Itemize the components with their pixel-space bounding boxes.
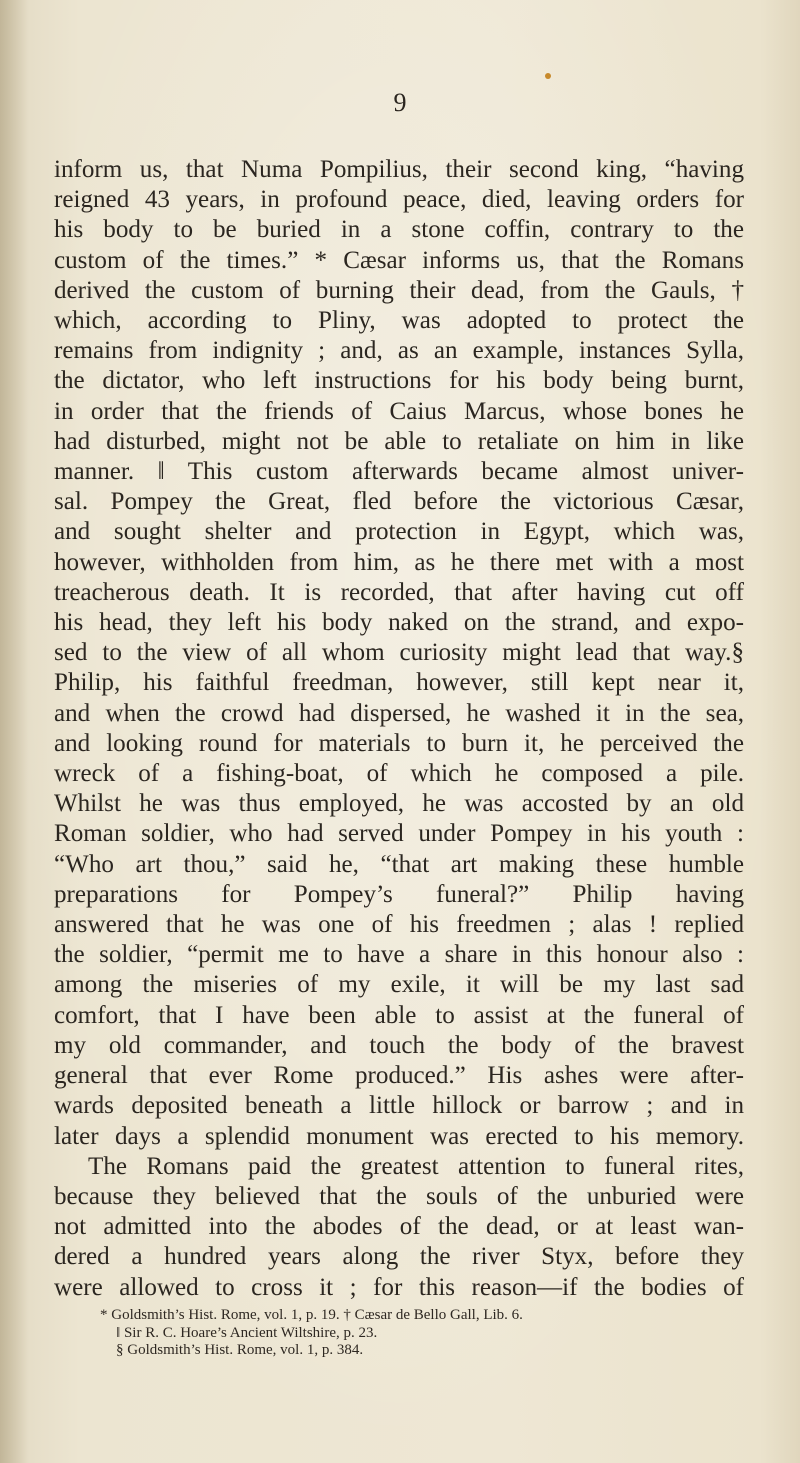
text-line: and sought shelter and protection in Egypt, which was, bbox=[54, 518, 744, 546]
text-line: treacherous death. It is recorded, that after having cut off bbox=[54, 578, 744, 606]
text-line: Philip, his faithful freedman, however, still kept near it, bbox=[54, 669, 744, 697]
footnotes bbox=[100, 1307, 740, 1360]
text-line: The Romans paid the greatest attention to funeral rites, bbox=[88, 1152, 744, 1180]
text-line: later days a splendid monument was erected to his memory. bbox=[54, 1122, 744, 1150]
text-line: comfort, that I have been able to assist at the funeral of bbox=[54, 1001, 744, 1029]
footnote: * Goldsmith’s Hist. Rome, vol. 1, p. 19. † Cæsar de Bello Gall, Lib. 6. bbox=[100, 1307, 523, 1323]
page-number: 9 bbox=[393, 88, 407, 117]
text-line: not admitted into the abodes of the dead, or at least wan- bbox=[54, 1213, 744, 1241]
text-line: had disturbed, might not be able to retaliate on him in like bbox=[54, 427, 744, 455]
text-line: wreck of a fishing-boat, of which he composed a pile. bbox=[54, 760, 744, 788]
text-line: derived the custom of burning their dead, from the Gauls, † bbox=[54, 276, 744, 304]
text-line: Roman soldier, who had served under Pompey in his youth : bbox=[54, 820, 744, 848]
text-line: the soldier, “permit me to have a share in this honour also : bbox=[54, 941, 744, 969]
text-line: however, withholden from him, as he there met with a most bbox=[54, 548, 744, 576]
text-line: “Who art thou,” said he, “that art making these humble bbox=[54, 850, 744, 878]
text-line: sal. Pompey the Great, fled before the victorious Cæsar, bbox=[54, 488, 744, 516]
text-line: my old commander, and touch the body of the bravest bbox=[54, 1031, 744, 1059]
text-line: answered that he was one of his freedmen ; alas ! replied bbox=[54, 911, 744, 939]
text-line: in order that the friends of Caius Marcus, whose bones he bbox=[54, 397, 744, 425]
text-line: preparations for Pompey’s funeral?” Philip having bbox=[54, 880, 744, 908]
body-text bbox=[54, 155, 744, 1303]
text-line: the dictator, who left instructions for his body being burnt, bbox=[54, 367, 744, 395]
text-line: manner. ‖ This custom afterwards became almost univer- bbox=[54, 458, 744, 486]
text-line: general that ever Rome produced.” His ashes were after- bbox=[54, 1062, 744, 1090]
text-line: reigned 43 years, in profound peace, died, leaving orders for bbox=[54, 186, 744, 214]
text-line: remains from indignity ; and, as an example, instances Sylla, bbox=[54, 337, 744, 365]
text-line: and looking round for materials to burn it, he perceived the bbox=[54, 729, 744, 757]
text-line: wards deposited beneath a little hillock or barrow ; and in bbox=[54, 1092, 744, 1120]
text-line: dered a hundred years along the river Styx, before they bbox=[54, 1243, 744, 1271]
binding-shadow bbox=[0, 0, 28, 1463]
text-line: because they believed that the souls of the unburied were bbox=[54, 1182, 744, 1210]
text-line: his body to be buried in a stone coffin, contrary to the bbox=[54, 216, 744, 244]
text-line: Whilst he was thus employed, he was accosted by an old bbox=[54, 790, 744, 818]
text-line: his head, they left his body naked on the strand, and expo- bbox=[54, 609, 744, 637]
text-line: inform us, that Numa Pompilius, their second king, “having bbox=[54, 156, 744, 183]
text-line: which, according to Pliny, was adopted to protect the bbox=[54, 307, 744, 335]
text-line: and when the crowd had dispersed, he washed it in the sea, bbox=[54, 699, 744, 727]
text-line: among the miseries of my exile, it will be my last sad bbox=[54, 971, 744, 999]
text-line: sed to the view of all whom curiosity might lead that way.§ bbox=[54, 639, 744, 667]
text-line: custom of the times.” * Cæsar informs us, that the Romans bbox=[54, 246, 744, 274]
ink-spot bbox=[545, 73, 551, 79]
footnote: § Goldsmith’s Hist. Rome, vol. 1, p. 384. bbox=[116, 1342, 364, 1358]
footnote: ‖ Sir R. C. Hoare’s Ancient Wiltshire, p. 23. bbox=[116, 1324, 378, 1341]
text-line: were allowed to cross it ; for this reason—if the bodies of bbox=[54, 1273, 744, 1301]
